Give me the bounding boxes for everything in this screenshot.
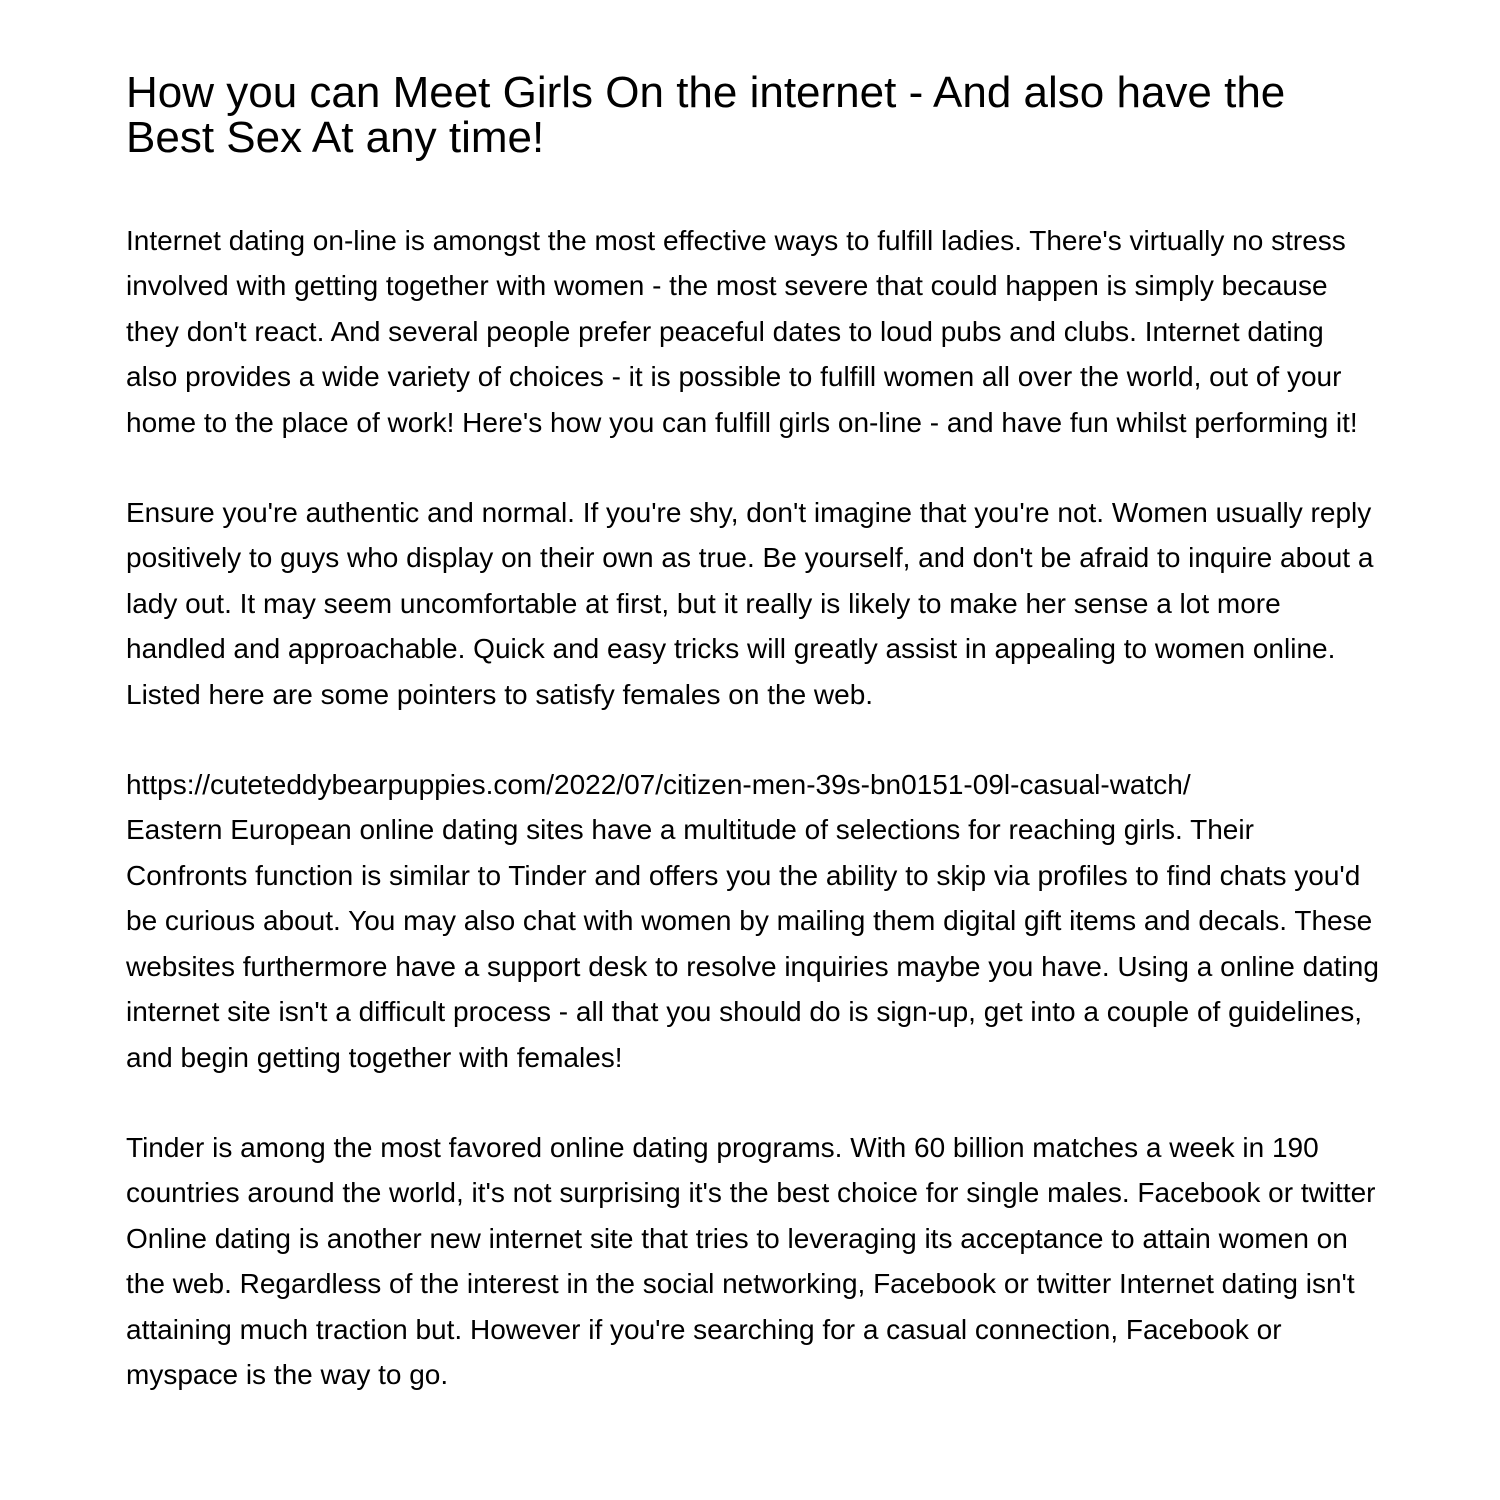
paragraph-2: Ensure you're authentic and normal. If you're shy, don't imagine that you're not. Women usually reply positively to guys who display on their own as true. Be yourself, and don't be afraid to inquire about a lady out. It may seem uncomfortable at first, but it really is likely to make her sense a lot more handled and approachable. Quick and easy tricks will greatly assist in appealing to women online. Listed here are some pointers to satisfy females on the web. <box>126 497 1374 710</box>
paragraph-3 <box>126 762 1380 1080</box>
paragraph-1: Internet dating on-line is amongst the most effective ways to fulfill ladies. There's virtually no stress involved with getting together with women - the most severe that could happen is simply because they don't react. And several people prefer peaceful dates to loud pubs and clubs. Internet dating also provides a wide variety of choices - it is possible to fulfill women all over the world, out of your home to the place of work! Here's how you can fulfill girls on-line - and have fun whilst performing it! <box>126 225 1358 438</box>
document-body <box>126 218 1380 1397</box>
paragraph-4: Tinder is among the most favored online dating programs. With 60 billion matches a week in 190 countries around the world, it's not surprising it's the best choice for single males. Facebook or twitter Online dating is another new internet site that tries to leveraging its acceptance to attain women on the web. Regardless of the interest in the social networking, Facebook or twitter Internet dating isn't attaining much traction but. However if you're searching for a casual connection, Facebook or myspace is the way to go. <box>126 1131 1376 1390</box>
paragraph-3-url: https://cuteteddybearpuppies.com/2022/07/citizen-men-39s-bn0151-09l-casual-watch/ <box>126 769 1191 801</box>
document-title: How you can Meet Girls On the internet - And also have the Best Sex At any time! <box>126 68 1286 162</box>
paragraph-3-text: Eastern European online dating sites have a multitude of selections for reaching girls. Their Confronts function is similar to Tinder and offers you the ability to skip via profiles to find chats you'd be curious about. You may also chat with women by mailing them digital gift items and decals. These websites furthermore have a support desk to resolve inquiries maybe you have. Using a online dating internet site isn't a difficult process - all that you should do is sign-up, get into a couple of guidelines, and begin getting together with females! <box>126 814 1379 1073</box>
